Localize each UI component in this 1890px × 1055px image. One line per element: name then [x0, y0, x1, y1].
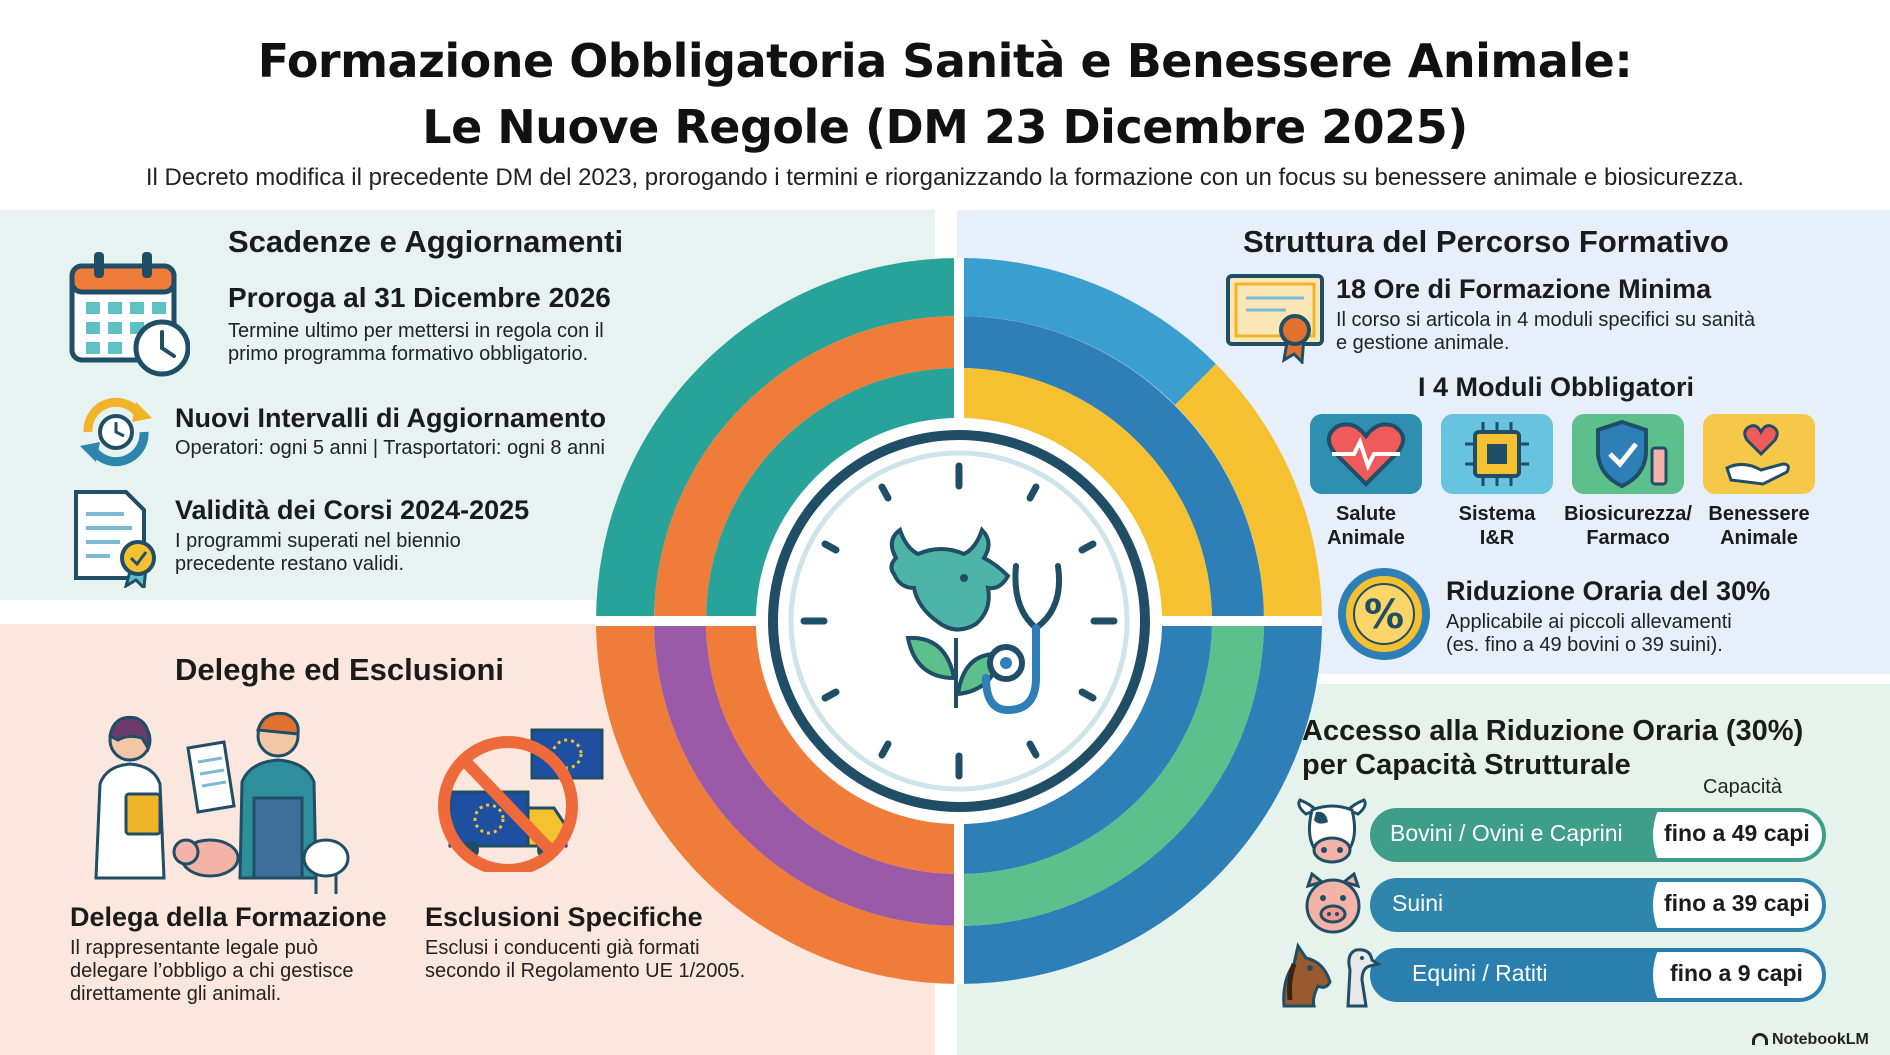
row-value-equini: fino a 9 capi — [1670, 960, 1803, 986]
row-value-suini: fino a 39 capi — [1664, 890, 1810, 916]
row-label-equini: Equini / Ratiti — [1412, 960, 1548, 986]
deadline-desc: Termine ultimo per mettersi in regola con il primo programma formativo obbligatorio. — [228, 320, 604, 365]
calendar-clock-icon — [66, 248, 190, 380]
capacity-label: Capacità — [1703, 776, 1782, 798]
deadline-title: Proroga al 31 Dicembre 2026 — [228, 282, 611, 313]
update-intervals-desc: Operatori: ogni 5 anni | Trasportatori: ogni 8 anni — [175, 437, 605, 459]
cow-icon — [1292, 794, 1372, 866]
clock-cow-stethoscope-icon — [773, 435, 1145, 807]
row-value-bovini: fino a 49 capi — [1664, 820, 1810, 846]
module-label-biosicurezza: Biosicurezza/ Farmaco — [1564, 503, 1692, 549]
central-wheel — [596, 258, 1322, 984]
module-label-benessere: Benessere Animale — [1708, 503, 1810, 549]
page-subtitle: Il Decreto modifica il precedente DM del 2023, prorogando i termini e riorganizzando la formazione con un focus su benessere animale e biosicurezza. — [145, 164, 1745, 191]
pig-icon — [1298, 872, 1368, 936]
exclusion-desc: Esclusi i conducenti già formati secondo il Regolamento UE 1/2005. — [425, 937, 746, 982]
page-title-line1: Formazione Obbligatoria Sanità e Benessere Animale: — [257, 34, 1633, 88]
structure-heading: Struttura del Percorso Formativo — [1243, 224, 1729, 259]
delegation-desc: Il rappresentante legale può delegare l’obbligo a chi gestisce direttamente gli animali. — [70, 937, 354, 1005]
heart-hand-icon — [1703, 414, 1815, 494]
deadlines-heading: Scadenze e Aggiornamenti — [228, 224, 624, 259]
validity-title: Validità dei Corsi 2024-2025 — [175, 495, 530, 525]
update-intervals-title: Nuovi Intervalli di Aggiornamento — [175, 403, 607, 433]
delegations-heading: Deleghe ed Esclusioni — [175, 652, 505, 687]
module-label-salute: Salute Animale — [1327, 503, 1405, 549]
heart-pulse-icon — [1310, 414, 1422, 494]
chip-icon — [1441, 414, 1553, 494]
horse-ostrich-icon — [1274, 940, 1394, 1010]
module-label-sistema: Sistema I&R — [1458, 503, 1536, 549]
module-card-benessere — [1703, 414, 1815, 494]
certified-document-icon — [70, 488, 162, 588]
refresh-clock-icon — [74, 392, 158, 472]
module-card-sistema — [1441, 414, 1553, 494]
delegation-title: Delega della Formazione — [70, 902, 387, 932]
brand-footer — [1752, 1031, 1869, 1049]
module-card-biosicurezza — [1572, 414, 1684, 494]
notebooklm-logo-icon — [1752, 1033, 1768, 1045]
percent-icon — [1336, 566, 1432, 662]
reduction-desc: Applicabile ai piccoli allevamenti (es. fino a 49 bovini o 39 suini). — [1446, 611, 1732, 656]
row-label-bovini: Bovini / Ovini e Caprini — [1390, 820, 1623, 846]
modules-heading: I 4 Moduli Obbligatori — [1418, 372, 1694, 402]
certificate-icon — [1224, 272, 1328, 364]
brand-label: NotebookLM — [1772, 1031, 1869, 1048]
shield-vial-icon — [1572, 414, 1684, 494]
exclusion-title: Esclusioni Specifiche — [425, 902, 703, 932]
vet-farmer-icon — [78, 708, 358, 898]
access-heading: Accesso alla Riduzione Oraria (30%) per Capacità Strutturale — [1302, 715, 1804, 781]
reduction-title: Riduzione Oraria del 30% — [1446, 576, 1771, 606]
header — [0, 0, 1890, 210]
svg-text:%: % — [1363, 592, 1405, 638]
module-card-salute — [1310, 414, 1422, 494]
row-label-suini: Suini — [1392, 890, 1444, 916]
hours-desc: Il corso si articola in 4 moduli specifici su sanità e gestione animale. — [1336, 309, 1756, 354]
no-eu-truck-icon — [428, 722, 608, 872]
page-title-line2: Le Nuove Regole (DM 23 Dicembre 2025) — [422, 100, 1468, 154]
hours-title: 18 Ore di Formazione Minima — [1336, 274, 1712, 304]
validity-desc: I programmi superati nel biennio precedente restano validi. — [175, 530, 461, 575]
